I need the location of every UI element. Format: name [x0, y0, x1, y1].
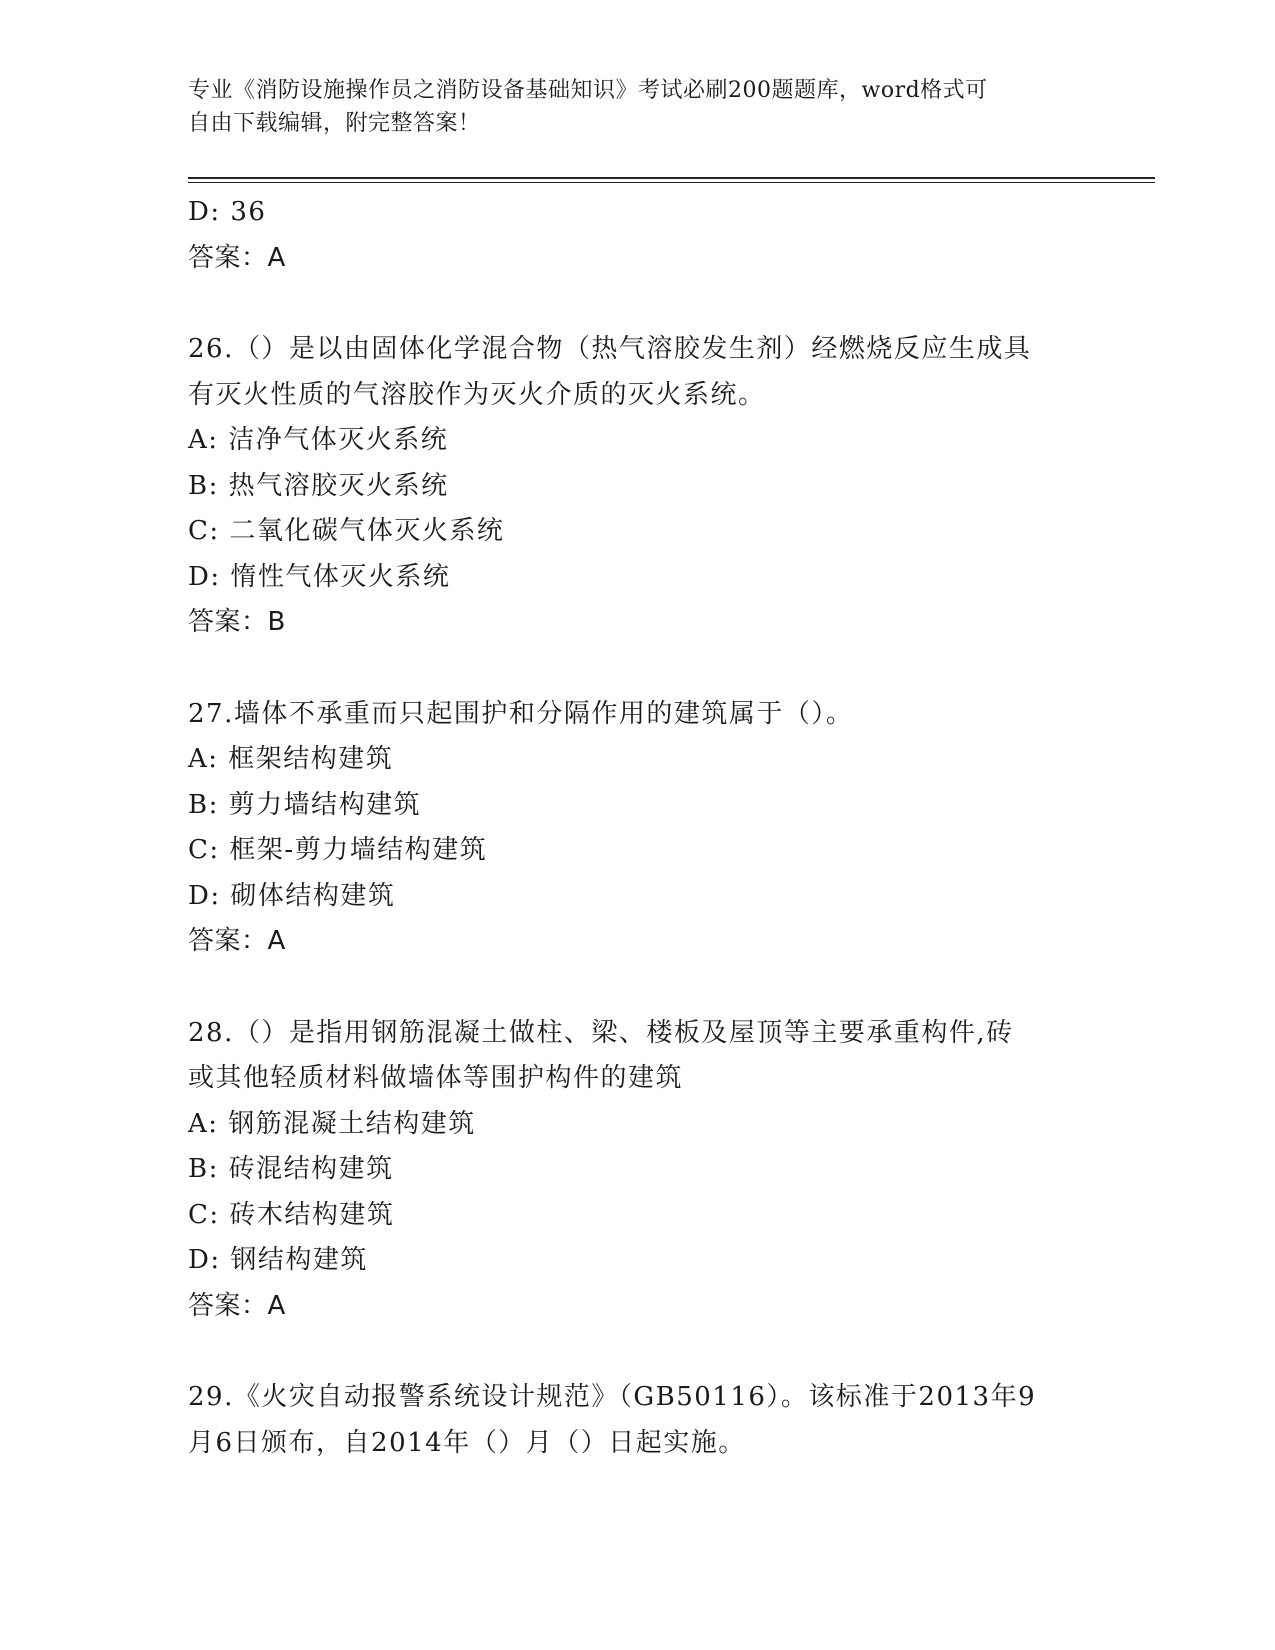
option-c: C: 二氧化碳气体灭火系统	[188, 516, 505, 546]
question-text-line: 28.（）是指用钢筋混凝土做柱、梁、楼板及屋顶等主要承重构件,砖	[188, 1017, 1014, 1048]
option-b: B: 剪力墙结构建筑	[188, 789, 422, 820]
question-27	[188, 692, 1088, 965]
spacer	[188, 965, 1088, 1011]
question-28	[188, 1011, 1088, 1330]
spacer	[188, 1329, 1088, 1375]
answer-line: 答案：B	[188, 607, 286, 637]
spacer	[188, 646, 1088, 692]
option-d: D: 砌体结构建筑	[188, 880, 396, 911]
option-d: D: 惰性气体灭火系统	[188, 561, 451, 592]
question-continuation	[188, 190, 1088, 281]
header-title-line-2: 自由下载编辑，附完整答案！	[188, 111, 481, 136]
answer-line: 答案：A	[188, 926, 286, 956]
spacer	[188, 281, 1088, 327]
option-a: A: 框架结构建筑	[188, 744, 394, 774]
question-text-line: 27.墙体不承重而只起围护和分隔作用的建筑属于（）。	[188, 698, 854, 729]
header-divider-thin	[188, 182, 1155, 183]
option-d: D: 36	[188, 197, 267, 227]
question-text-line: 26.（）是以由固体化学混合物（热气溶胶发生剂）经燃烧反应生成具	[188, 334, 1032, 364]
question-list	[188, 190, 1088, 1466]
answer-line: 答案：A	[188, 242, 286, 273]
header-divider-thick	[188, 177, 1155, 179]
question-text-line: 29.《火灾自动报警系统设计规范》（GB50116）。该标准于2013年9	[188, 1382, 1037, 1412]
option-d: D: 钢结构建筑	[188, 1245, 368, 1275]
option-a: A: 洁净气体灭火系统	[188, 425, 449, 455]
option-b: B: 砖混结构建筑	[188, 1154, 394, 1184]
option-b: B: 热气溶胶灭火系统	[188, 470, 449, 501]
question-text-line: 月6日颁布，自2014年（）月（）日起实施。	[188, 1427, 746, 1458]
question-26	[188, 327, 1088, 646]
option-c: C: 框架-剪力墙结构建筑	[188, 835, 488, 865]
question-text-line: 有灭火性质的气溶胶作为灭火介质的灭火系统。	[188, 379, 766, 410]
question-text-line: 或其他轻质材料做墙体等围护构件的建筑	[188, 1063, 684, 1093]
option-c: C: 砖木结构建筑	[188, 1199, 395, 1230]
page-header	[188, 74, 1068, 140]
option-a: A: 钢筋混凝土结构建筑	[188, 1108, 476, 1139]
question-29	[188, 1375, 1088, 1466]
header-title-line-1: 专业《消防设施操作员之消防设备基础知识》考试必刷200题题库，word格式可	[188, 78, 988, 103]
answer-line: 答案：A	[188, 1290, 286, 1321]
